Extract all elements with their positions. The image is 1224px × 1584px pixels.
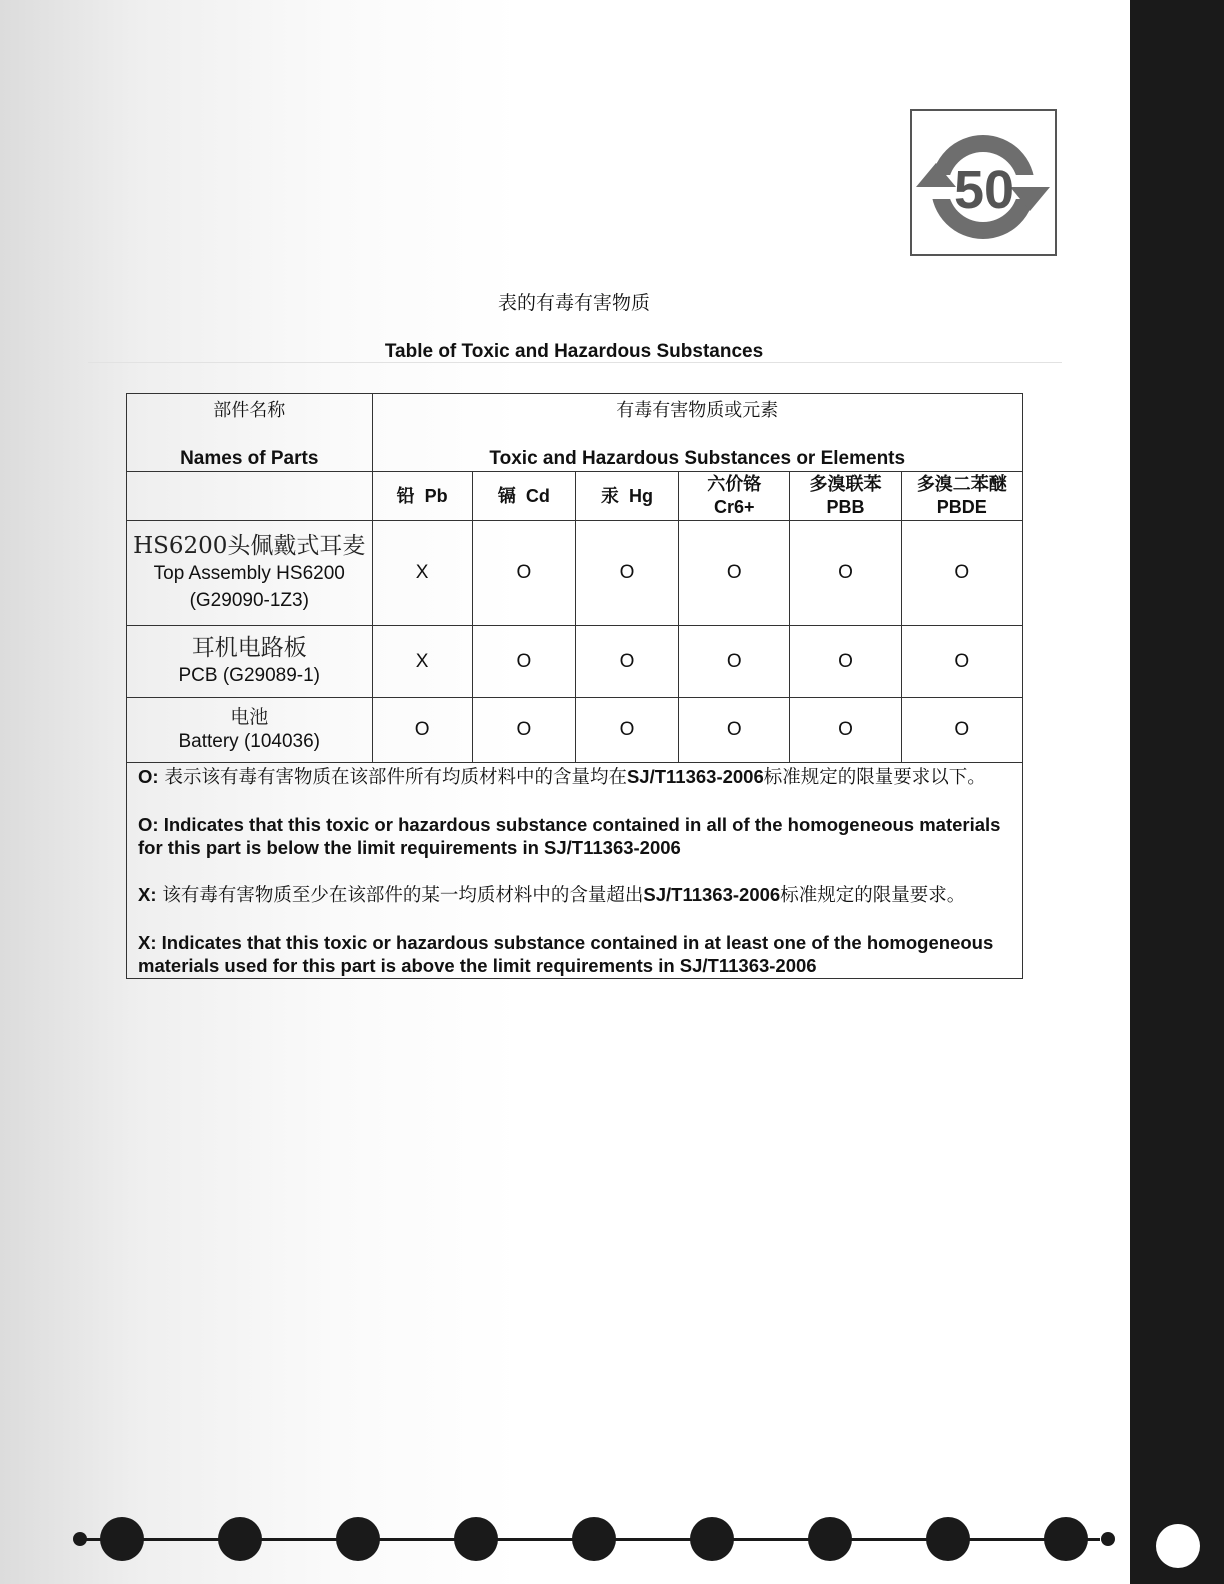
parts-header-cn: 部件名称 (213, 400, 286, 421)
page-title-cn: 表的有毒有害物质 (497, 292, 650, 314)
hazardous-substances-table (126, 393, 1023, 979)
parts-header-cell (127, 394, 373, 472)
part-name-cell: 耳机电路板 PCB (G29089-1) (127, 626, 373, 698)
part-name-cell: HS6200头佩戴式耳麦 Top Assembly HS6200 (G29090-1Z3) (127, 521, 373, 626)
note-o-cn: O: 表示该有毒有害物质在该部件所有均质材料中的含量均在SJ/T11363-2006标准规定的限量要求以下。 (138, 766, 986, 788)
mark-cell: O (679, 698, 790, 763)
mark-cell: O (901, 698, 1022, 763)
part-name-cell: 电池 Battery (104036) (127, 698, 373, 763)
mark-cell: O (472, 626, 575, 698)
mark-cell: O (901, 626, 1022, 698)
footer-end-dot (73, 1532, 87, 1546)
environment-friendly-use-period-icon (912, 111, 1055, 254)
substance-header-hg: 汞 Hg (575, 472, 678, 521)
mark-cell: O (790, 521, 901, 626)
rohs-logo (910, 109, 1057, 256)
notes-row (127, 763, 1023, 979)
note-x-cn: X: 该有毒有害物质至少在该部件的某一均质材料中的含量超出SJ/T11363-2006标准规定的限量要求。 (138, 884, 966, 906)
mark-cell: O (790, 698, 901, 763)
mark-cell: O (679, 626, 790, 698)
substances-header-cn: 有毒有害物质或元素 (616, 400, 779, 421)
mark-cell: O (901, 521, 1022, 626)
substance-header-cd: 镉 Cd (472, 472, 575, 521)
substances-header-en: Toxic and Hazardous Substances or Elements (489, 448, 906, 469)
footer-dot (690, 1517, 734, 1561)
logo-number: 50 (953, 160, 1015, 220)
page-title-en: Table of Toxic and Hazardous Substances (384, 341, 764, 362)
mark-cell: X (372, 521, 472, 626)
page-marker-circle (1156, 1524, 1200, 1568)
table-row (127, 626, 1023, 698)
footer-dot (572, 1517, 616, 1561)
parts-header-en: Names of Parts (180, 448, 319, 469)
mark-cell: O (472, 521, 575, 626)
mark-cell: O (472, 698, 575, 763)
table-row (127, 698, 1023, 763)
footer-dot (808, 1517, 852, 1561)
footer-dot (218, 1517, 262, 1561)
right-margin-bar (1130, 0, 1224, 1584)
footer-dot (100, 1517, 144, 1561)
mark-cell: O (679, 521, 790, 626)
notes-cell (127, 763, 1023, 979)
mark-cell: O (372, 698, 472, 763)
footer-dot (454, 1517, 498, 1561)
table-row (127, 521, 1023, 626)
title-divider (88, 362, 1062, 363)
substance-header-pbde: 多溴二苯醚 PBDE (901, 472, 1022, 521)
footer-dot (926, 1517, 970, 1561)
substances-header-cell (372, 394, 1022, 472)
mark-cell: O (575, 626, 678, 698)
footer-dot (1044, 1517, 1088, 1561)
mark-cell: O (790, 626, 901, 698)
mark-cell: X (372, 626, 472, 698)
footer-dot (336, 1517, 380, 1561)
substance-subheader-row (127, 472, 1023, 521)
substance-header-cr6: 六价铬 Cr6+ (679, 472, 790, 521)
footer-end-dot (1101, 1532, 1115, 1546)
note-o-en: O: Indicates that this toxic or hazardous substance contained in all of the homogeneous materials for this part is below the limit requirements in SJ/T11363-2006 (138, 814, 1001, 858)
mark-cell: O (575, 521, 678, 626)
substance-header-pbb: 多溴联苯 PBB (790, 472, 901, 521)
mark-cell: O (575, 698, 678, 763)
empty-subheader-cell (127, 472, 373, 521)
table-header-row (127, 394, 1023, 472)
hazardous-substances-table-container (126, 393, 1023, 979)
substance-header-pb: 铅 Pb (372, 472, 472, 521)
note-x-en: X: Indicates that this toxic or hazardous substance contained in at least one of the homogeneous materials used for this part is above the limit requirements in SJ/T11363-2006 (138, 932, 994, 976)
